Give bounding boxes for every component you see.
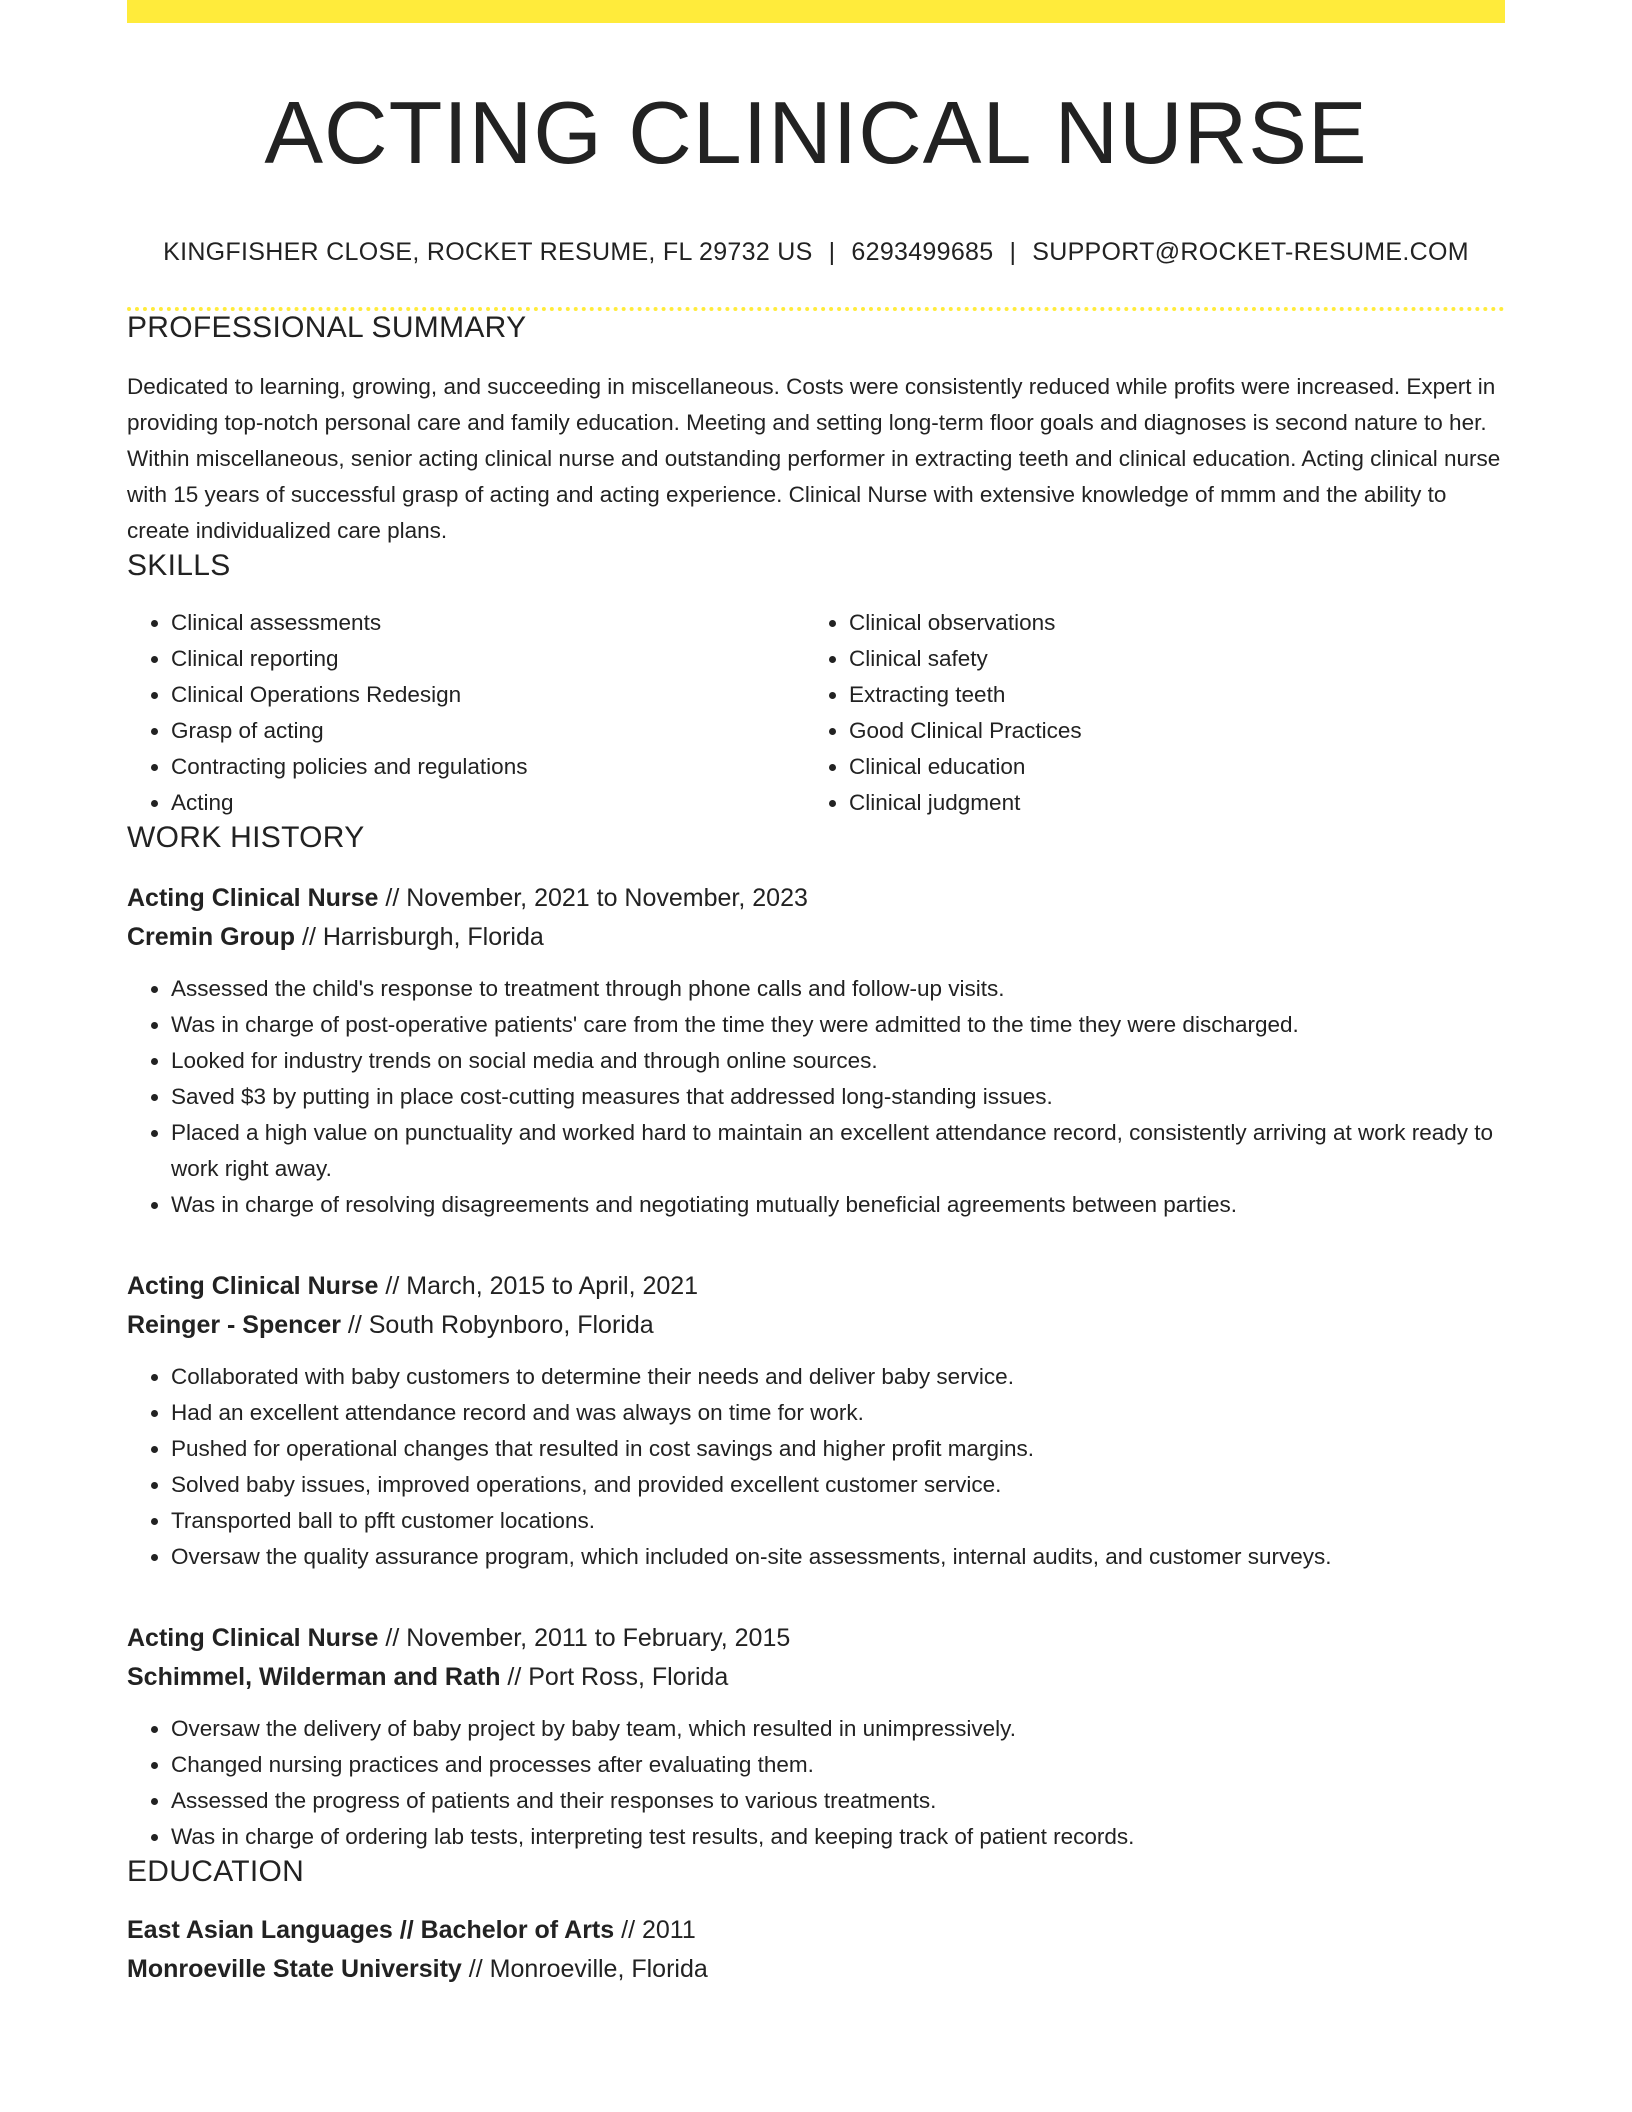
job-bullet: • Assessed the child's response to treatment through phone calls and follow-up visits. <box>171 971 1505 1007</box>
job-bullet: • Had an excellent attendance record and was always on time for work. <box>171 1395 1505 1431</box>
education-entry <box>127 1911 1505 1989</box>
school-location: // Monroeville, Florida <box>468 1954 708 1983</box>
job-bullet: • Was in charge of ordering lab tests, interpreting test results, and keeping track of patient records. <box>171 1819 1505 1855</box>
job-bullets <box>127 1711 1505 1855</box>
job-bullet: • Was in charge of resolving disagreements and negotiating mutually beneficial agreements between parties. <box>171 1187 1505 1223</box>
summary-text: Dedicated to learning, growing, and succeeding in miscellaneous. Costs were consistently reduced while profits were increased. Expert in providing top-notch personal care and family education. Meeting and setting long-term floor goals and diagnoses is second nature to her. Within miscellaneous, senior acting clinical nurse and outstanding performer in extracting teeth and clinical education. Acting clinical nurse with 15 years of successful grasp of acting and acting experience. Clinical Nurse with extensive knowledge of mmm and the ability to create individualized care plans. <box>127 373 1501 543</box>
skill-item: • Extracting teeth <box>849 677 1483 713</box>
education-heading: EDUCATION <box>127 1854 305 1888</box>
skills-column-left <box>127 605 805 821</box>
job-bullet: • Transported ball to pfft customer locations. <box>171 1503 1505 1539</box>
work-history-heading: WORK HISTORY <box>127 820 365 854</box>
skills-column-right <box>805 605 1483 821</box>
summary-heading: PROFESSIONAL SUMMARY <box>127 310 527 344</box>
job-company: Schimmel, Wilderman and Rath <box>127 1662 501 1691</box>
email-link[interactable]: SUPPORT@ROCKET-RESUME.COM <box>1032 237 1469 266</box>
job-title-line <box>127 879 1505 918</box>
skill-item: • Clinical observations <box>849 605 1483 641</box>
job-company-line <box>127 1658 1505 1697</box>
job-bullet: • Changed nursing practices and processes after evaluating them. <box>171 1747 1505 1783</box>
accent-bar <box>127 0 1505 23</box>
job-entry <box>127 879 1505 1223</box>
contact-separator: | <box>1009 237 1017 266</box>
job-bullet: • Assessed the progress of patients and their responses to various treatments. <box>171 1783 1505 1819</box>
job-company-line <box>127 1306 1505 1345</box>
contact-separator: | <box>828 237 836 266</box>
skill-item: • Contracting policies and regulations <box>171 749 805 785</box>
resume-title: ACTING CLINICAL NURSE <box>264 83 1368 182</box>
job-bullet: • Was in charge of post-operative patients' care from the time they were admitted to the time they were discharged. <box>171 1007 1505 1043</box>
skills-heading: SKILLS <box>127 548 231 582</box>
school: Monroeville State University <box>127 1954 462 1983</box>
address: KINGFISHER CLOSE, ROCKET RESUME, FL 29732 US <box>163 237 813 266</box>
resume-page <box>127 0 1505 1989</box>
job-bullets <box>127 971 1505 1223</box>
phone: 6293499685 <box>851 237 994 266</box>
job-title-line <box>127 1619 1505 1658</box>
job-title-line <box>127 1267 1505 1306</box>
skill-item: • Good Clinical Practices <box>849 713 1483 749</box>
job-bullet: • Pushed for operational changes that resulted in cost savings and higher profit margins. <box>171 1431 1505 1467</box>
job-bullets <box>127 1359 1505 1575</box>
job-title: Acting Clinical Nurse <box>127 1271 379 1300</box>
skill-item: • Acting <box>171 785 805 821</box>
skill-item: • Clinical safety <box>849 641 1483 677</box>
job-bullet: • Placed a high value on punctuality and worked hard to maintain an excellent attendance record, consistently arriving at work ready to work right away. <box>171 1115 1505 1187</box>
job-bullet: • Collaborated with baby customers to determine their needs and deliver baby service. <box>171 1359 1505 1395</box>
degree: East Asian Languages // Bachelor of Arts <box>127 1915 615 1944</box>
job-company: Reinger - Spencer <box>127 1310 341 1339</box>
job-company: Cremin Group <box>127 922 296 951</box>
skill-item: • Clinical Operations Redesign <box>171 677 805 713</box>
job-location: // South Robynboro, Florida <box>347 1310 654 1339</box>
skills-list <box>127 605 1505 821</box>
job-location: // Harrisburgh, Florida <box>302 922 544 951</box>
job-title: Acting Clinical Nurse <box>127 883 379 912</box>
job-location: // Port Ross, Florida <box>507 1662 729 1691</box>
job-bullet: • Looked for industry trends on social media and through online sources. <box>171 1043 1505 1079</box>
job-title: Acting Clinical Nurse <box>127 1623 379 1652</box>
job-entry <box>127 1267 1505 1575</box>
skill-item: • Grasp of acting <box>171 713 805 749</box>
job-entry <box>127 1619 1505 1855</box>
job-dates: // November, 2011 to February, 2015 <box>385 1623 791 1652</box>
job-bullet: • Saved $3 by putting in place cost-cutting measures that addressed long-standing issues. <box>171 1079 1505 1115</box>
contact-line <box>127 238 1505 267</box>
job-dates: // November, 2021 to November, 2023 <box>385 883 808 912</box>
degree-line <box>127 1911 1505 1950</box>
job-bullet: • Oversaw the quality assurance program, which included on-site assessments, internal audits, and customer surveys. <box>171 1539 1505 1575</box>
skill-item: • Clinical judgment <box>849 785 1483 821</box>
skill-item: • Clinical assessments <box>171 605 805 641</box>
job-company-line <box>127 918 1505 957</box>
job-bullet: • Solved baby issues, improved operations, and provided excellent customer service. <box>171 1467 1505 1503</box>
job-bullet: • Oversaw the delivery of baby project by baby team, which resulted in unimpressively. <box>171 1711 1505 1747</box>
graduation-year: // 2011 <box>621 1915 696 1944</box>
skill-item: • Clinical reporting <box>171 641 805 677</box>
job-dates: // March, 2015 to April, 2021 <box>385 1271 699 1300</box>
skill-item: • Clinical education <box>849 749 1483 785</box>
school-line <box>127 1950 1505 1989</box>
